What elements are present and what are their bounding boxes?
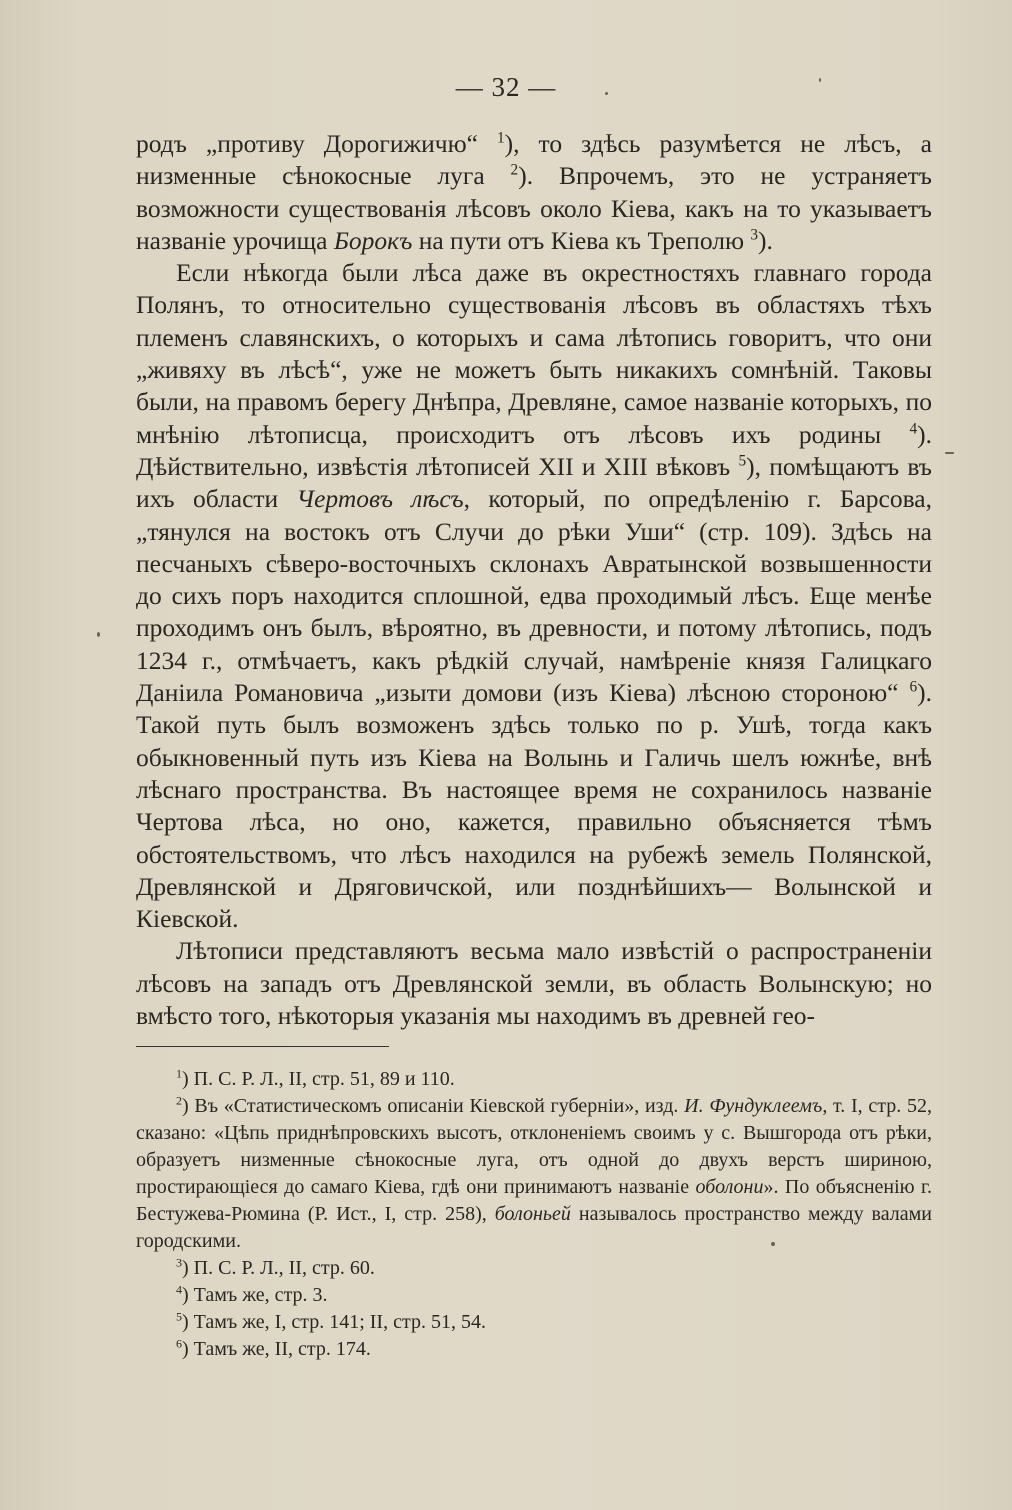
text-run: , который, по опредѣленію г. Барсова, „тянулся на востокъ отъ Случи до рѣки Уши“ (стр. 109). Здѣсь на песчаныхъ сѣверо-восточныхъ склонахъ Авратынской возвышенности до сихъ поръ находится сплошной, едва проходимый лѣсъ. Еще менѣе проходимъ онъ былъ, вѣроятно, въ древности, и потому лѣтопись, подъ 1234 г., отмѣчаетъ, какъ рѣдкій случай, намѣреніе князя Галицкаго Даніила Романовича „изыти домови (изъ Кіева) лѣсною стороною“ [136, 484, 932, 708]
footnote-ref: 2 [510, 161, 519, 179]
text-run: родъ „противу Дорогижичю“ [136, 129, 497, 158]
footnote-text: называлось пространство между валами городскими. [136, 1203, 933, 1252]
footnote-divider [136, 1046, 389, 1047]
print-speck [97, 632, 100, 637]
footnote-text: ) Тамъ же, стр. 3. [182, 1284, 328, 1306]
footnote [136, 1336, 932, 1363]
footnote-mark: 4 [176, 1282, 182, 1297]
footnote-mark: 2 [176, 1093, 182, 1108]
text-run: Если нѣкогда были лѣса даже въ окрестностяхъ главнаго города Полянъ, то относительно существованія лѣсовъ въ областяхъ тѣхъ племенъ славянскихъ, о которыхъ и сама лѣтопись говоритъ, что они „живяху въ лѣсѣ“, уже не можетъ быть никакихъ сомнѣній. Таковы были, на правомъ берегу Днѣпра, Древляне, самое названіе которыхъ, по мнѣнію лѣтописца, происходитъ отъ лѣсовъ ихъ родины [136, 258, 932, 449]
text-run: Лѣтописи представляютъ весьма мало извѣстій о распространеніи лѣсовъ на западъ отъ Древлянской земли, въ область Волынскую; но вмѣсто того, нѣкоторыя указанія мы находимъ въ древней гео- [136, 936, 932, 1031]
italic-term: оболони [695, 1176, 764, 1198]
footnote [136, 1255, 932, 1282]
main-text [136, 128, 932, 1032]
text-run: ). Впрочемъ, это не устраняетъ возможности существованія лѣсовъ около Кіева, какъ на то указываетъ названіе урочища [136, 161, 932, 255]
italic-term: Чертовъ лѣсъ [296, 484, 464, 514]
footnote-text: ) П. С. Р. Л., II, стр. 51, 89 и 110. [182, 1068, 455, 1090]
italic-term: Борокъ [333, 225, 413, 255]
footnote-text: ) Тамъ же, II, стр. 174. [182, 1338, 371, 1360]
text-run: ). Такой путь былъ возможенъ здѣсь только по р. Ушѣ, тогда какъ обыкновенный путь изъ Кіева на Волынь и Галичь шелъ южнѣе, внѣ лѣснаго пространства. Въ настоящее время не сохранилось названіе Чертова лѣса, но оно, кажется, правильно объясняется тѣмъ обстоятельствомъ, что лѣсъ находился на рубежѣ земель Полянской, Древлянской и Дряговичской, или позднѣйшихъ— Волынской и Кіевской. [136, 678, 932, 934]
footnote-ref: 1 [496, 129, 505, 147]
footnote-ref: 4 [909, 420, 918, 438]
footnote [136, 1309, 932, 1336]
paragraph [136, 257, 932, 935]
footnote-mark: 5 [176, 1309, 182, 1324]
text-run: ). [758, 225, 773, 255]
text-run: ), помѣщаютъ въ ихъ области [136, 451, 932, 514]
footnote-text: , т. I, стр. 52, сказано: «Цѣпь приднѣпровскихъ высотъ, отклоненіемъ своимъ у с. Вышгорода отъ рѣки, образуетъ низменные сѣнокосные луга, отъ одной до двухъ верстъ шириною, простирающіеся до самаго Кіева, гдѣ они принимаютъ названіе [136, 1095, 932, 1198]
text-run: ). Дѣйствительно, извѣстія лѣтописей XII и XIII вѣковъ [136, 419, 932, 481]
footnote-ref: 3 [750, 226, 759, 244]
print-speck [771, 1242, 775, 1246]
footnote-text: ) Тамъ же, I, стр. 141; II, стр. 51, 54. [182, 1311, 486, 1333]
paragraph [136, 935, 932, 1032]
footnote-text: ». По объясненію г. Бестужева-Рюмина (Р. Ист., I, стр. 258), [136, 1176, 932, 1225]
paragraph [136, 128, 932, 257]
footnote-text: ) Въ «Статистическомъ описаніи Кіевской губерніи», изд. [182, 1095, 685, 1117]
italic-term: болоньей [494, 1203, 571, 1225]
footnote-ref: 6 [909, 678, 918, 696]
footnote [136, 1282, 932, 1309]
footnote-mark: 6 [176, 1336, 182, 1351]
footnotes [136, 1066, 932, 1363]
print-speck [945, 452, 954, 454]
page-number: — 32 — [455, 72, 557, 102]
text-run: на пути отъ Кіева къ Треполю [412, 225, 751, 255]
footnote-mark: 1 [176, 1066, 182, 1081]
footnote-ref: 5 [738, 452, 747, 470]
text-run: ), то здѣсь разумѣется не лѣсъ, а низменные сѣнокосные луга [136, 129, 932, 191]
print-speck [819, 78, 821, 82]
footnote-mark: 3 [176, 1255, 182, 1270]
print-speck [605, 92, 608, 95]
footnote [136, 1066, 932, 1093]
footnote-text: ) П. С. Р. Л., II, стр. 60. [182, 1257, 375, 1279]
italic-term: И. Фундуклеемъ [684, 1095, 823, 1117]
footnote [136, 1093, 932, 1255]
